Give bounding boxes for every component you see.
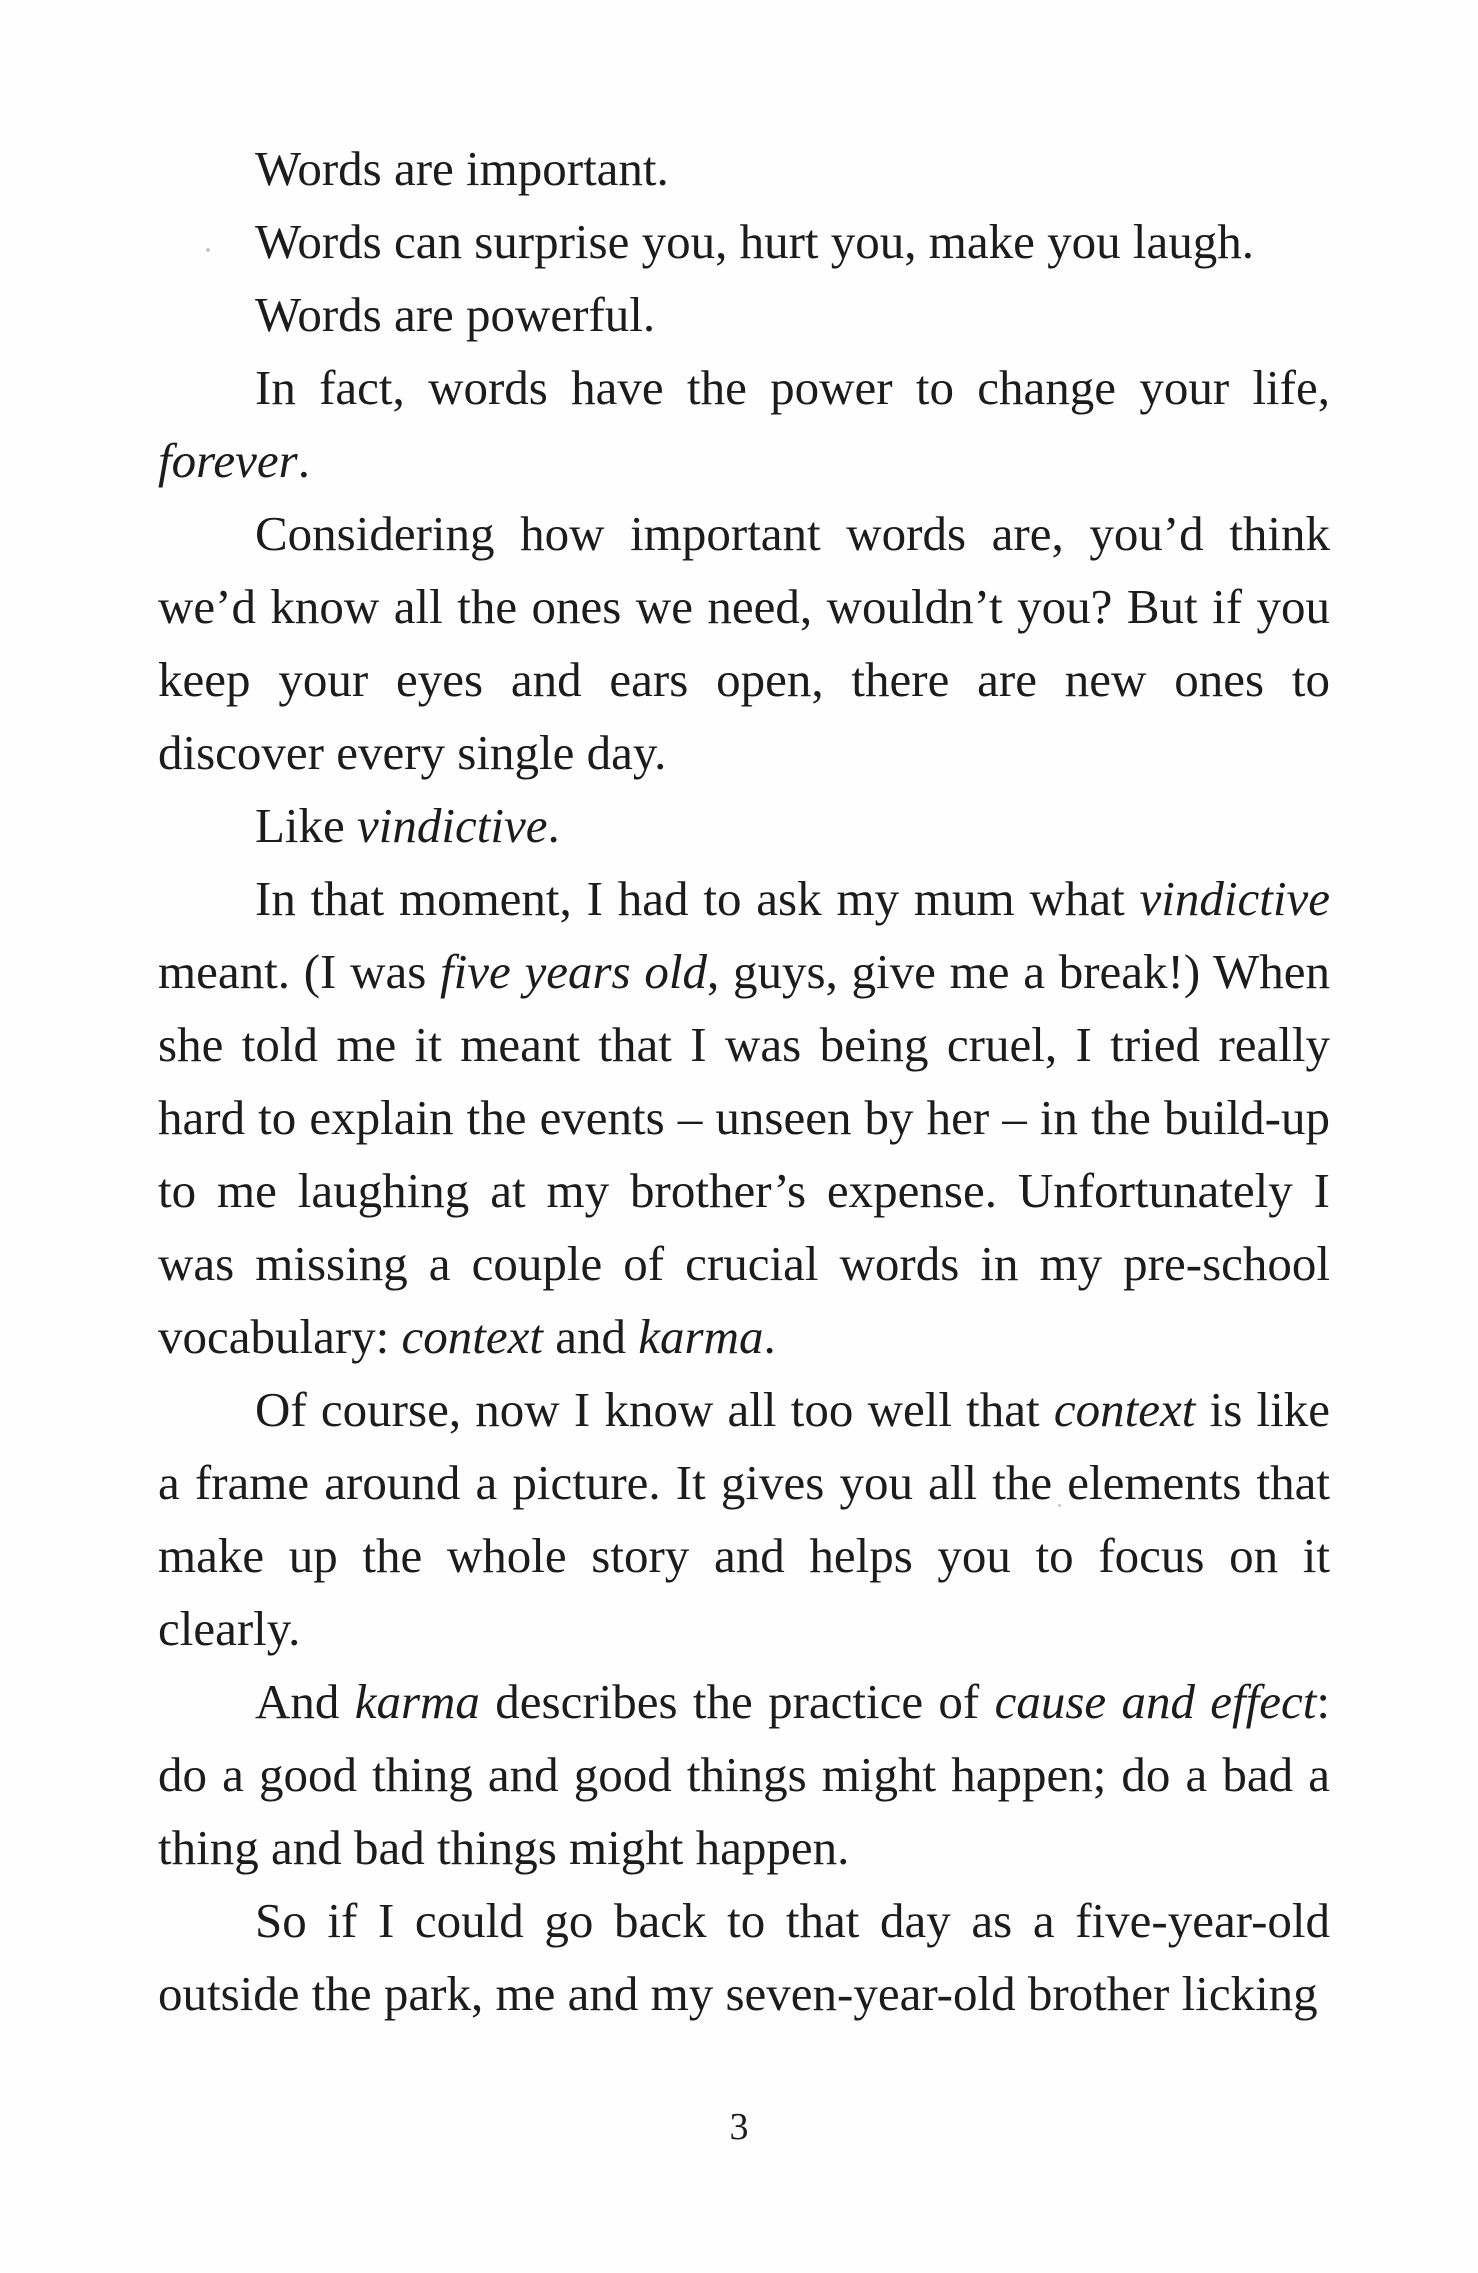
text-run: describes the practice of: [479, 1674, 995, 1729]
text-run: In fact, words have the power to change your life,: [255, 360, 1330, 415]
text-run: Considering how important words are, you’d think we’d know all the ones we need, wouldn’t you? But if you keep your eyes and ears open, there are new ones to discover every single day.: [158, 506, 1330, 780]
text-run: Words can surprise you, hurt you, make you laugh.: [255, 214, 1254, 269]
text-run: is like a frame around a picture. It gives you all the elements that make up the whole story and helps you to focus on it clearly.: [158, 1382, 1330, 1656]
text-run: Like: [255, 798, 358, 853]
text-run: Of course, now I know all too well that: [255, 1382, 1054, 1437]
italic-text: five years old: [440, 944, 707, 999]
text-run: : do a good thing and good things might happen; do a bad a thing and bad things might happen.: [158, 1674, 1330, 1875]
text-run: So if I could go back to that day as a five-year-old outside the park, me and my seven-year-old brother licking: [158, 1893, 1330, 2021]
paragraph: [158, 1665, 1330, 1884]
text-run: meant. (I was: [158, 944, 441, 999]
italic-text: vindictive: [1139, 871, 1330, 926]
paragraph: [158, 278, 1330, 351]
italic-text: forever: [158, 433, 298, 488]
text-run: , guys, give me a break!) When she told me it meant that I was being cruel, I tried really hard to explain the events – unseen by her – in the build-up to me laughing at my brother’s expense. Unfortunately I was missing a couple of crucial words in my pre-school vocabulary:: [158, 944, 1330, 1364]
body-text: [158, 132, 1330, 2030]
text-run: Words are important.: [255, 141, 669, 196]
text-run: .: [763, 1309, 776, 1364]
italic-text: karma: [638, 1309, 764, 1364]
paragraph: [158, 1373, 1330, 1665]
paragraph: [158, 789, 1330, 862]
paragraph: [158, 351, 1330, 497]
italic-text: karma: [354, 1674, 480, 1729]
paragraph: [158, 132, 1330, 205]
text-run: In that moment, I had to ask my mum what: [255, 871, 1140, 926]
text-run: Words are powerful.: [255, 287, 656, 342]
paragraph: [158, 497, 1330, 789]
italic-text: context: [1053, 1382, 1196, 1437]
italic-text: vindictive: [357, 798, 548, 853]
paragraph: [158, 862, 1330, 1373]
text-run: and: [543, 1309, 639, 1364]
italic-text: context: [401, 1309, 544, 1364]
text-run: And: [255, 1674, 355, 1729]
page-number: 3: [729, 2106, 749, 2148]
text-run: .: [297, 433, 310, 488]
italic-text: cause and effect: [994, 1674, 1317, 1729]
paragraph: [158, 205, 1330, 278]
text-run: .: [547, 798, 560, 853]
paragraph: [158, 1884, 1330, 2030]
